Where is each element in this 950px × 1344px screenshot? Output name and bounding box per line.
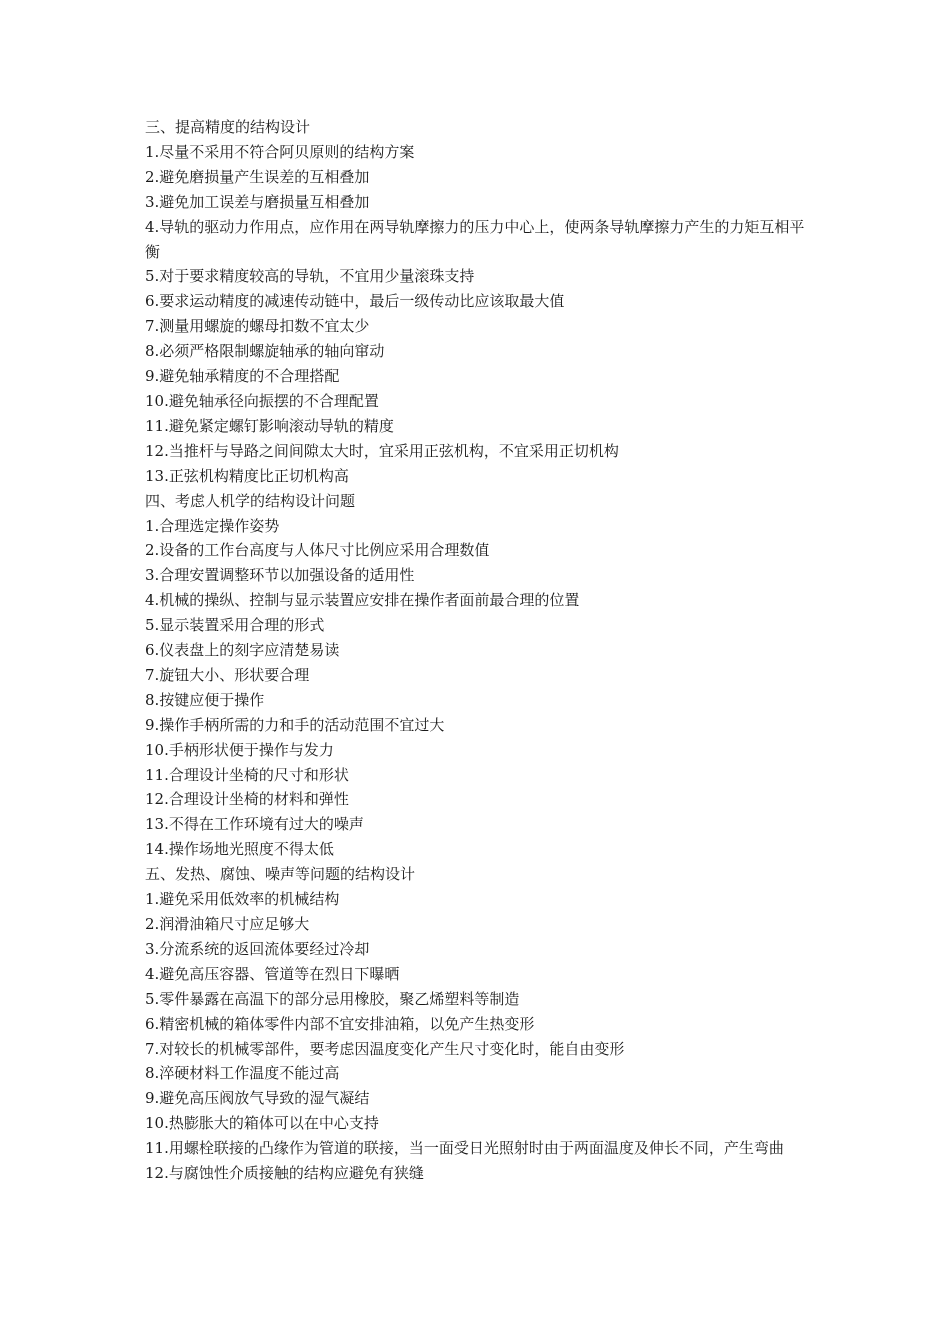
list-item: 9.避免高压阀放气导致的湿气凝结 (145, 1089, 370, 1108)
list-item: 11.用螺栓联接的凸缘作为管道的联接，当一面受日光照射时由于两面温度及伸长不同，产生弯曲 (145, 1139, 784, 1158)
list-item: 12.与腐蚀性介质接触的结构应避免有狭缝 (145, 1164, 424, 1183)
list-item: 4.导轨的驱动力作用点，应作用在两导轨摩擦力的压力中心上，使两条导轨摩擦力产生的力矩互相平衡 (145, 217, 805, 261)
list-item: 6.要求运动精度的减速传动链中，最后一级传动比应该取最大值 (145, 292, 565, 311)
list-item: 2.润滑油箱尺寸应足够大 (145, 915, 310, 933)
list-item: 6.精密机械的箱体零件内部不宜安排油箱，以免产生热变形 (145, 1014, 535, 1033)
list-item: 4.避免高压容器、管道等在烈日下曝晒 (145, 964, 400, 983)
list-item: 5.零件暴露在高温下的部分忌用橡胶，聚乙烯塑料等制造 (145, 989, 520, 1008)
list-item: 13.正弦机构精度比正切机构高 (145, 466, 349, 485)
list-item: 3.避免加工误差与磨损量互相叠加 (145, 192, 370, 211)
list-item: 8.按键应便于操作 (145, 690, 265, 709)
list-item: 10.手柄形状便于操作与发力 (145, 740, 334, 759)
section-heading: 四、考虑人机学的结构设计问题 (145, 491, 356, 510)
list-item: 10.避免轴承径向振摆的不合理配置 (145, 391, 379, 410)
list-item: 8.淬硬材料工作温度不能过高 (145, 1064, 340, 1083)
list-item: 9.避免轴承精度的不合理搭配 (145, 367, 340, 386)
list-item: 1.避免采用低效率的机械结构 (145, 890, 340, 909)
list-item: 12.合理设计坐椅的材料和弹性 (145, 790, 349, 809)
list-item: 2.设备的工作台高度与人体尺寸比例应采用合理数值 (145, 541, 490, 560)
list-item: 1.合理选定操作姿势 (145, 516, 280, 535)
list-item: 3.合理安置调整环节以加强设备的适用性 (145, 566, 415, 585)
list-item: 5.对于要求精度较高的导轨，不宜用少量滚珠支持 (145, 267, 475, 286)
document-body (145, 115, 810, 1186)
list-item: 10.热膨胀大的箱体可以在中心支持 (145, 1114, 379, 1133)
list-item: 7.对较长的机械零部件，要考虑因温度变化产生尺寸变化时，能自由变形 (145, 1039, 625, 1058)
list-item: 8.必须严格限制螺旋轴承的轴向窜动 (145, 342, 385, 361)
section-heading: 五、发热、腐蚀、噪声等问题的结构设计 (145, 865, 416, 884)
list-item: 7.测量用螺旋的螺母扣数不宜太少 (145, 317, 370, 336)
list-item: 2.避免磨损量产生误差的互相叠加 (145, 167, 370, 186)
section-heading: 三、提高精度的结构设计 (145, 118, 311, 136)
list-item: 7.旋钮大小、形状要合理 (145, 665, 310, 684)
list-item: 1.尽量不采用不符合阿贝原则的结构方案 (145, 142, 415, 161)
list-item: 11.合理设计坐椅的尺寸和形状 (145, 765, 349, 784)
list-item: 14.操作场地光照度不得太低 (145, 840, 334, 859)
list-item: 3.分流系统的返回流体要经过冷却 (145, 939, 370, 958)
list-item: 9.操作手柄所需的力和手的活动范围不宜过大 (145, 715, 445, 734)
list-item: 11.避免紧定螺钉影响滚动导轨的精度 (145, 416, 394, 435)
list-item: 6.仪表盘上的刻字应清楚易读 (145, 641, 340, 660)
list-item: 12.当推杆与导路之间间隙太大时，宜采用正弦机构，不宜采用正切机构 (145, 441, 619, 460)
list-item: 13.不得在工作环境有过大的噪声 (145, 815, 364, 834)
list-item: 5.显示装置采用合理的形式 (145, 616, 325, 635)
list-item: 4.机械的操纵、控制与显示装置应安排在操作者面前最合理的位置 (145, 591, 580, 610)
